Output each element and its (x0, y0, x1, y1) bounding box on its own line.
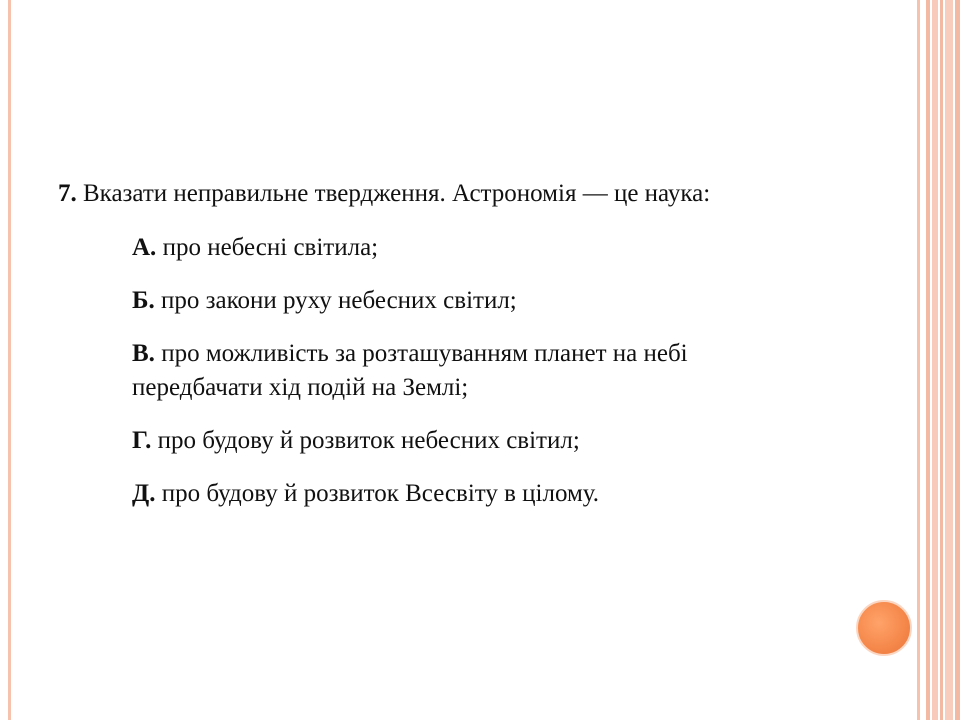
decor-stripe (955, 0, 960, 720)
option-a (132, 231, 818, 265)
option-text: про можливість за розташуванням планет на небі передбачати хід подій на Землі; (132, 340, 688, 401)
option-letter: Б. (132, 287, 155, 314)
option-e (132, 477, 818, 511)
answer-options (58, 231, 818, 511)
option-d (132, 424, 818, 458)
decor-stripe (940, 0, 943, 720)
option-c (132, 337, 818, 405)
option-text: про закони руху небесних світил; (161, 287, 517, 314)
decor-circle (856, 600, 912, 656)
option-text: про небесні світила; (162, 234, 379, 261)
option-letter: Г. (132, 427, 152, 454)
slide-content (58, 177, 818, 530)
option-text: про будову й розвиток Всесвіту в цілому. (161, 480, 600, 507)
decor-stripe (945, 0, 953, 720)
option-text: про будову й розвиток небесних світил; (157, 427, 580, 454)
question-number: 7. (58, 180, 77, 207)
option-letter: В. (132, 340, 155, 367)
option-b (132, 284, 818, 318)
option-letter: А. (132, 234, 157, 261)
question (58, 177, 818, 211)
option-letter: Д. (132, 480, 156, 507)
decor-stripe (932, 0, 938, 720)
decor-stripe (926, 0, 930, 720)
question-text: Вказати неправильне твердження. Астрономія — це наука: (83, 180, 711, 207)
